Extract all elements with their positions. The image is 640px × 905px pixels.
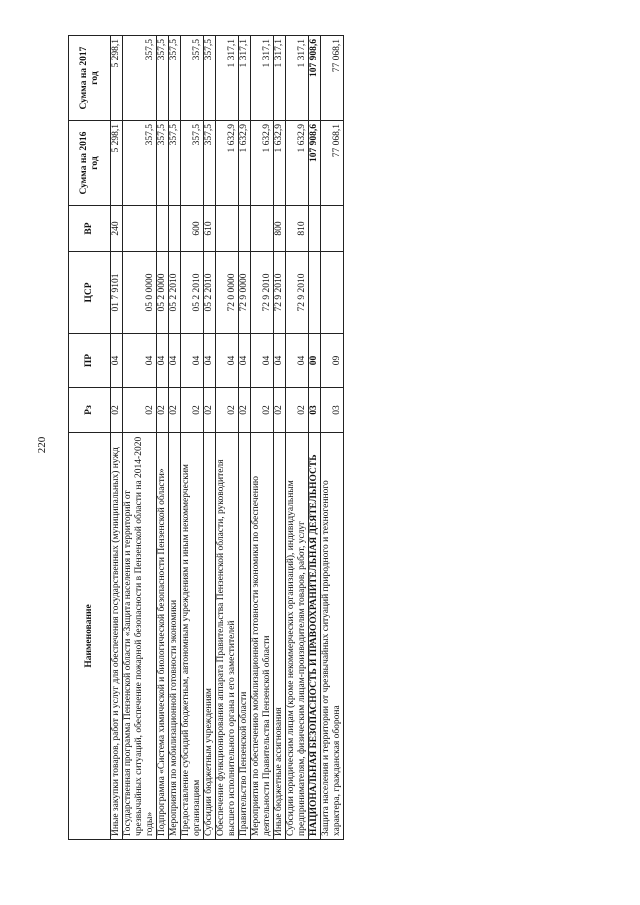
cell-pr: 04 [251, 334, 274, 388]
cell-vr [216, 206, 239, 252]
cell-sum-2017: 357,5 [169, 36, 181, 121]
cell-pr: 04 [274, 334, 286, 388]
cell-pr: 04 [239, 334, 251, 388]
cell-vr [169, 206, 181, 252]
cell-pr: 04 [111, 334, 123, 388]
cell-name: Субсидии юридическим лицам (кроме некоммерческих организаций), индивидуальным предпринимателям, физическим лицам-производителям товаров, работ, услуг [286, 433, 309, 840]
cell-vr: 600 [181, 206, 204, 252]
table-body [111, 36, 344, 840]
cell-sum-2016: 77 068,1 [321, 121, 344, 206]
cell-name: Иные бюджетные ассигнования [274, 433, 286, 840]
cell-csr [309, 252, 321, 334]
table-row [216, 36, 239, 840]
cell-sum-2017: 5 298,1 [111, 36, 123, 121]
cell-rz: 02 [169, 388, 181, 433]
cell-vr: 610 [204, 206, 216, 252]
cell-sum-2016: 5 298,1 [111, 121, 123, 206]
cell-name: Защита населения и территории от чрезвычайных ситуаций природного и техногенного характера, гражданская оборона [321, 433, 344, 840]
cell-sum-2017: 357,5 [204, 36, 216, 121]
header-vr: ВР [69, 206, 111, 252]
cell-rz: 02 [251, 388, 274, 433]
cell-sum-2017: 1 317,1 [251, 36, 274, 121]
cell-sum-2016: 357,5 [157, 121, 169, 206]
cell-csr: 05 0 0000 [123, 252, 157, 334]
cell-rz: 03 [309, 388, 321, 433]
cell-sum-2017: 1 317,1 [239, 36, 251, 121]
cell-csr: 01 7 9101 [111, 252, 123, 334]
cell-rz: 02 [216, 388, 239, 433]
cell-rz: 02 [204, 388, 216, 433]
table-row [157, 36, 169, 840]
cell-pr: 04 [157, 334, 169, 388]
table-row [181, 36, 204, 840]
cell-pr: 04 [123, 334, 157, 388]
cell-sum-2016: 357,5 [169, 121, 181, 206]
cell-sum-2017: 107 908,6 [309, 36, 321, 121]
cell-sum-2017: 77 068,1 [321, 36, 344, 121]
cell-pr: 04 [204, 334, 216, 388]
table-row [321, 36, 344, 840]
table-row [204, 36, 216, 840]
cell-vr: 240 [111, 206, 123, 252]
cell-name: Обеспечение функционирования аппарата Правительства Пензенской области, руководителя высшего исполнительного органа и его заместителей [216, 433, 239, 840]
cell-name: Правительство Пензенской области [239, 433, 251, 840]
cell-rz: 02 [181, 388, 204, 433]
cell-sum-2016: 107 908,6 [309, 121, 321, 206]
table-row [111, 36, 123, 840]
cell-vr [251, 206, 274, 252]
table-header-row [69, 36, 111, 840]
cell-sum-2017: 357,5 [123, 36, 157, 121]
cell-sum-2016: 1 632,9 [239, 121, 251, 206]
cell-rz: 02 [286, 388, 309, 433]
cell-csr: 05 2 0000 [157, 252, 169, 334]
table-row [309, 36, 321, 840]
header-sum-2017: Сумма на 2017 год [69, 36, 111, 121]
cell-pr: 04 [216, 334, 239, 388]
header-rz: Рз [69, 388, 111, 433]
cell-pr: 04 [181, 334, 204, 388]
cell-csr: 72 9 0000 [239, 252, 251, 334]
cell-sum-2016: 1 632,9 [251, 121, 274, 206]
cell-pr: 09 [321, 334, 344, 388]
page-number: 220 [36, 436, 48, 454]
cell-name: Государственная программа Пензенской области «Защита населения и территорий от чрезвычайных ситуаций, обеспечение пожарной безопасности в Пензенской области на 2014-2020 годы» [123, 433, 157, 840]
cell-rz: 02 [274, 388, 286, 433]
cell-sum-2016: 1 632,9 [286, 121, 309, 206]
cell-csr: 72 9 2010 [251, 252, 274, 334]
cell-csr: 05 2 2010 [181, 252, 204, 334]
cell-sum-2017: 1 317,1 [216, 36, 239, 121]
cell-sum-2016: 1 632,9 [216, 121, 239, 206]
cell-vr [239, 206, 251, 252]
cell-sum-2016: 357,5 [181, 121, 204, 206]
cell-csr: 72 9 2010 [286, 252, 309, 334]
header-pr: ПР [69, 334, 111, 388]
cell-rz: 03 [321, 388, 344, 433]
cell-name: Мероприятия по обеспечению мобилизационной готовности экономики по обеспечению деятельности Правительства Пензенской области [251, 433, 274, 840]
cell-sum-2017: 1 317,1 [274, 36, 286, 121]
cell-sum-2016: 1 632,9 [274, 121, 286, 206]
header-csr: ЦСР [69, 252, 111, 334]
cell-rz: 02 [123, 388, 157, 433]
cell-name: Предоставление субсидий бюджетным, автономным учреждениям и иным некоммерческим организациям [181, 433, 204, 840]
header-name: Наименование [69, 433, 111, 840]
cell-rz: 02 [111, 388, 123, 433]
table-row [123, 36, 157, 840]
cell-sum-2017: 357,5 [181, 36, 204, 121]
cell-sum-2017: 357,5 [157, 36, 169, 121]
cell-vr [309, 206, 321, 252]
cell-rz: 02 [157, 388, 169, 433]
cell-name: НАЦИОНАЛЬНАЯ БЕЗОПАСНОСТЬ И ПРАВООХРАНИТЕЛЬНАЯ ДЕЯТЕЛЬНОСТЬ [309, 433, 321, 840]
table-row [251, 36, 274, 840]
cell-vr: 810 [286, 206, 309, 252]
cell-csr: 05 2 2010 [169, 252, 181, 334]
cell-vr [123, 206, 157, 252]
table-row [169, 36, 181, 840]
cell-pr: 04 [169, 334, 181, 388]
cell-vr [157, 206, 169, 252]
budget-table [68, 35, 344, 840]
table-row [239, 36, 251, 840]
header-sum-2016: Сумма на 2016 год [69, 121, 111, 206]
cell-vr [321, 206, 344, 252]
cell-sum-2016: 357,5 [123, 121, 157, 206]
table-row [286, 36, 309, 840]
cell-pr: 00 [309, 334, 321, 388]
cell-name: Мероприятия по мобилизационной готовности экономики [169, 433, 181, 840]
cell-pr: 04 [286, 334, 309, 388]
cell-name: Иные закупки товаров, работ и услуг для обеспечения государственных (муниципальных) нужд [111, 433, 123, 840]
cell-name: Подпрограмма «Система химической и биологической безопасности Пензенской области» [157, 433, 169, 840]
cell-csr: 72 9 2010 [274, 252, 286, 334]
cell-csr [321, 252, 344, 334]
table-row [274, 36, 286, 840]
cell-csr: 72 0 0000 [216, 252, 239, 334]
cell-vr: 800 [274, 206, 286, 252]
cell-sum-2016: 357,5 [204, 121, 216, 206]
cell-csr: 05 2 2010 [204, 252, 216, 334]
cell-sum-2017: 1 317,1 [286, 36, 309, 121]
cell-name: Субсидии бюджетным учреждениям [204, 433, 216, 840]
cell-rz: 02 [239, 388, 251, 433]
